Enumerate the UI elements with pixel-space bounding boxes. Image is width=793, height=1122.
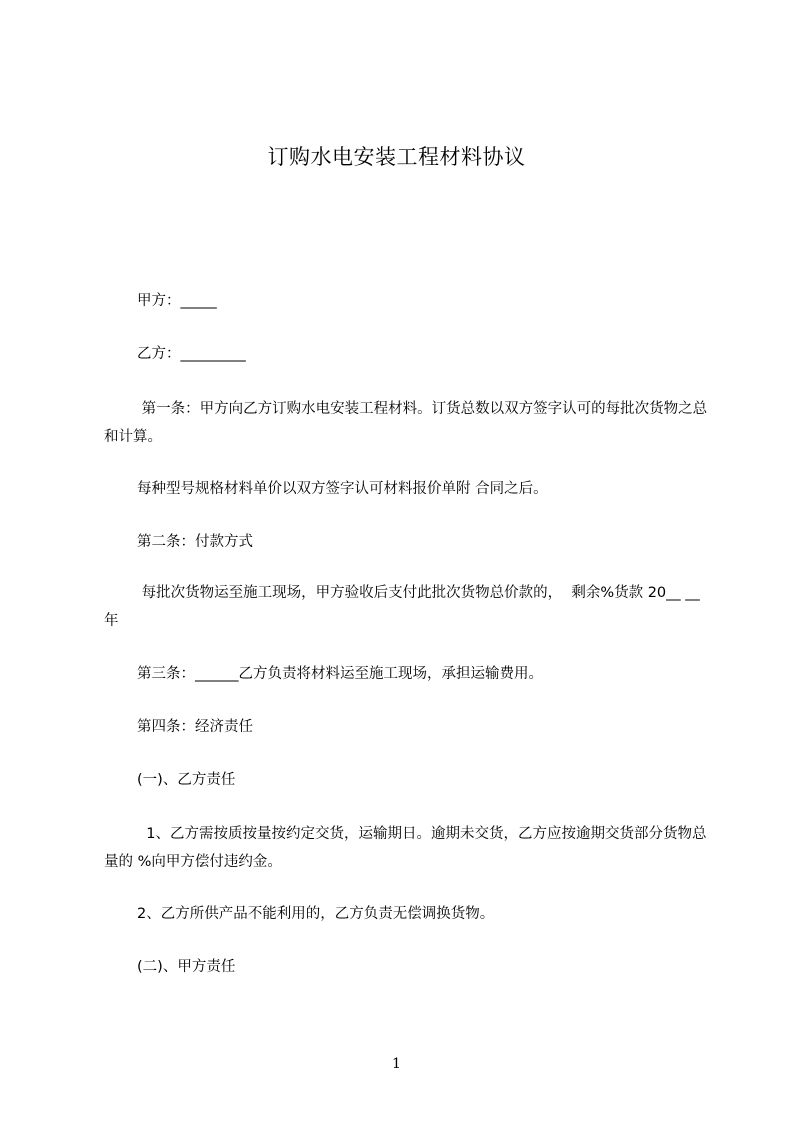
section-2-heading: (二)、甲方责任 bbox=[137, 959, 236, 975]
article-1-paragraph: 第一条：甲方向乙方订购水电安装工程材料。订货总数以双方签字认可的每批次货物之总和计算。 bbox=[104, 401, 708, 445]
article-3-paragraph: 第三条：______乙方负责将材料运至施工现场，承担运输费用。 bbox=[137, 666, 543, 682]
section-1-heading: (一)、乙方责任 bbox=[137, 772, 236, 788]
page-number: 1 bbox=[392, 1056, 401, 1072]
party-a-line: 甲方：_____ bbox=[137, 293, 217, 309]
party-b-line: 乙方：_________ bbox=[137, 346, 246, 362]
article-4-heading: 第四条：经济责任 bbox=[137, 719, 253, 735]
document-title: 订购水电安装工程材料协议 bbox=[267, 145, 526, 169]
clause-1-paragraph: 1、乙方需按质按量按约定交货，运输期日。逾期未交货，乙方应按逾期交货部分货物总量的 %向甲方偿付违约金。 bbox=[104, 826, 707, 870]
payment-terms-paragraph: 每批次货物运至施工现场，甲方验收后支付此批次货物总价款的， 剩余%货款 20__ __ 年 bbox=[104, 585, 705, 629]
clause-2-paragraph: 2、乙方所供产品不能利用的，乙方负责无偿调换货物。 bbox=[137, 906, 495, 922]
article-2-heading: 第二条：付款方式 bbox=[137, 534, 253, 550]
unit-price-paragraph: 每种型号规格材料单价以双方签字认可材料报价单附 合同之后。 bbox=[137, 481, 548, 497]
